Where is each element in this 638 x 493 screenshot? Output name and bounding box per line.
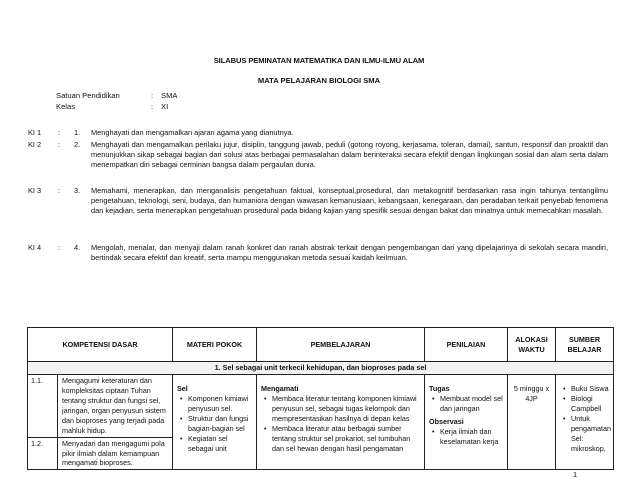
- kd-number: 1.2.: [28, 437, 58, 470]
- ki-text: Memahami, menerapkan, dan menganalisis pengetahuan faktual, konseptual,prosedural, dan metakognitif berdasarkan rasa ingin tahunya tentangilmu pengetahuan, teknologi, seni, budaya, dan humaniora dengan wawasan kemanusiaan, kebangsaan, kenegaraan, dan peradaban terkait penyebab fenomena dan kejadian, serta menerapkan pengetahuan prosedural pada bidang kajian yang spesifik sesuai dengan bakat dan minatnya untuk memecahkan masalah.: [91, 186, 608, 215]
- observasi-list: [429, 427, 503, 447]
- identity-value: SMA: [161, 91, 178, 100]
- ki-text: Menghayati dan mengamalkan ajaran agama yang dianutnya.: [91, 128, 294, 137]
- list-item: • Biologi Campbell: [560, 394, 609, 414]
- identity-sep: :: [151, 102, 154, 111]
- ki-text: Menghayati dan mengamalkan perilaku jujur, disiplin, tanggung jawab, peduli (gotong royong, kerjasama, toleran, damai), santun, responsif dan proaktif dan menunjukkan sikap sebagai bagian dari solusi atas berbagai permasalahan dalam berinteraksi secara efektif dengan lingkungan sosial dan alam serta dalam menempatkan diri sebagai cerminan bangsa dalam pergaulan dunia.: [91, 140, 608, 169]
- kd-text: Menyadari dan mengagumi pola pikir ilmiah dalam kemampuan mengamati bioproses.: [58, 437, 173, 470]
- ki-code: KI 1: [28, 128, 42, 137]
- materi-cell: [173, 374, 257, 469]
- ki-3: [28, 186, 608, 215]
- header-materi-pokok: MATERI POKOK: [173, 328, 257, 362]
- ki-text: Mengolah, menalar, dan menyaji dalam ranah konkret dan ranah abstrak terkait dengan pengembangan dari yang dipelajarinya di sekolah secara mandiri, bertindak secara efektif dan kreatif, serta mampu menggunakan metoda sesuai kaidah keilmuan.: [91, 243, 608, 262]
- identity-row-kelas: [56, 102, 168, 112]
- document-subtitle: MATA PELAJARAN BIOLOGI SMA: [257, 76, 381, 85]
- table-row: [28, 374, 614, 437]
- table-section-row: [28, 362, 614, 375]
- ki-number: 2.: [74, 140, 81, 149]
- list-item: • Struktur dan fungsi bagian-bagian sel: [177, 414, 252, 434]
- header-sumber-belajar: SUMBER BELAJAR: [556, 328, 614, 362]
- pembelajaran-list: [261, 394, 420, 454]
- header-kompetensi-dasar: KOMPETENSI DASAR: [28, 328, 173, 362]
- pembelajaran-title: Mengamati: [261, 383, 299, 393]
- table-header-row: [28, 328, 614, 362]
- ki-number: 4.: [74, 243, 81, 252]
- ki-colon: :: [58, 243, 61, 252]
- list-item: • Membaca literatur tentang komponen kimiawi penyusun sel, sebagai tugas kelompok dan mempresentasikan hasilnya di depan kelas: [261, 394, 420, 424]
- identity-value: XI: [161, 102, 169, 111]
- identity-row-satuan: [56, 91, 177, 101]
- ki-code: KI 2: [28, 140, 42, 149]
- identity-sep: :: [151, 91, 154, 100]
- list-item: • Kerja ilmiah dan keselamatan kerja: [429, 427, 503, 447]
- list-item: • Untuk pengamatan Sel: mikroskop,: [560, 414, 609, 454]
- ki-2: [28, 140, 608, 169]
- ki-4: [28, 243, 608, 263]
- ki-colon: :: [58, 128, 61, 137]
- penilaian-cell: [425, 374, 508, 469]
- tugas-title: Tugas: [429, 383, 450, 393]
- syllabus-table: [27, 327, 614, 470]
- ki-code: KI 3: [28, 186, 42, 195]
- kd-number: 1.1.: [28, 374, 58, 437]
- ki-code: KI 4: [28, 243, 42, 252]
- sumber-list: [560, 384, 609, 454]
- list-item: • Buku Siswa: [560, 384, 609, 394]
- alokasi-waktu-value: 5 minggu x 4JP: [508, 374, 556, 469]
- page-number: 1: [573, 470, 578, 479]
- list-item: • Kegiatan sel sebagai unit: [177, 434, 252, 454]
- materi-list: [177, 394, 252, 454]
- kd-text: Mengagumi keteraturan dan kompleksitas ciptaan Tuhan tentang struktur dan fungsi sel, jaringan, organ penyusun sistem dan bioproses yang terjadi pada mahluk hidup.: [58, 374, 173, 437]
- section-title: 1. Sel sebagai unit terkecil kehidupan, dan bioproses pada sel: [28, 362, 614, 375]
- header-pembelajaran: PEMBELAJARAN: [257, 328, 425, 362]
- ki-colon: :: [58, 186, 61, 195]
- list-item: • Komponen kimiawi penyusun sel.: [177, 394, 252, 414]
- header-penilaian: PENILAIAN: [425, 328, 508, 362]
- materi-title: Sel: [177, 383, 188, 393]
- tugas-list: [429, 394, 503, 414]
- list-item: • Membaca literatur atau berbagai sumber tentang struktur sel prokariot, sel tumbuhan dan sel hewan dengan hasil pengamatan: [261, 424, 420, 454]
- ki-colon: :: [58, 140, 61, 149]
- ki-number: 1.: [74, 128, 81, 137]
- ki-number: 3.: [74, 186, 81, 195]
- sumber-cell: [556, 374, 614, 469]
- ki-1: [28, 128, 608, 138]
- pembelajaran-cell: [257, 374, 425, 469]
- identity-label: Satuan Pendidikan: [56, 91, 120, 100]
- observasi-title: Observasi: [429, 416, 464, 426]
- identity-label: Kelas: [56, 102, 75, 111]
- document-title: SILABUS PEMINATAN MATEMATIKA DAN ILMU-ILMU ALAM: [213, 56, 425, 65]
- header-alokasi-waktu: ALOKASI WAKTU: [508, 328, 556, 362]
- list-item: • Membuat model sel dan jaringan: [429, 394, 503, 414]
